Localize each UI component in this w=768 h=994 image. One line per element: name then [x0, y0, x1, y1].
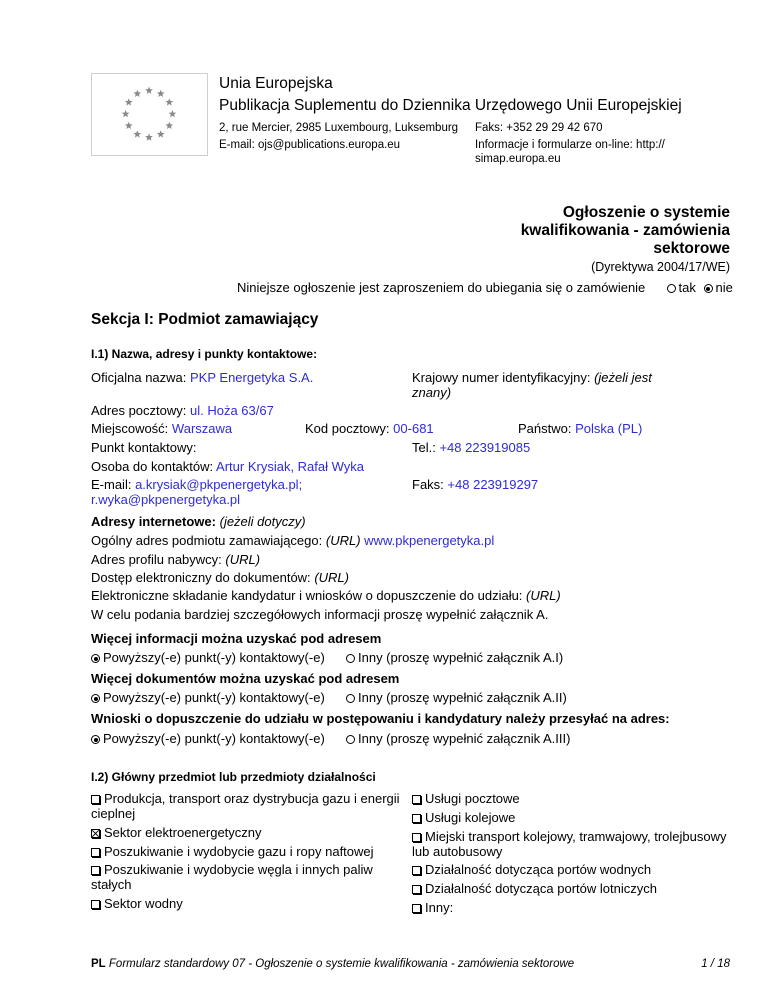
title-line2: kwalifikowania - zamówienia [520, 222, 730, 239]
contact-person-row [91, 459, 364, 474]
postcode-row [305, 421, 434, 436]
more-docs-other-label: Inny (proszę wypełnić załącznik A.II) [358, 690, 567, 705]
electronic-access-tag: (URL) [314, 570, 349, 585]
invitation-yes-radio[interactable] [667, 284, 676, 293]
more-info-heading: Więcej informacji można uzyskać pod adresem [91, 631, 382, 646]
national-id-note1: (jeżeli jest [594, 370, 652, 385]
buyer-profile-row [91, 552, 260, 567]
requests-heading: Wnioski o dopuszczenie do udziału w postępowaniu i kandydatury należy przesyłać na adres: [91, 711, 670, 726]
eu-flag-logo [91, 73, 208, 156]
internet-label: Adresy internetowe: [91, 514, 216, 529]
city-label: Miejscowość: [91, 421, 169, 436]
buyer-profile-tag: (URL) [225, 552, 261, 567]
official-name-label: Oficjalna nazwa: [91, 370, 187, 385]
country-value: Polska (PL) [575, 421, 643, 436]
footer-text: Formularz standardowy 07 - Ogłoszenie o systemie kwalifikowania - zamówienia sektorowe [108, 958, 575, 970]
invitation-yes-label: tak [678, 280, 696, 295]
tel-label: Tel.: [412, 440, 436, 455]
tel-value: +48 223919085 [439, 440, 531, 455]
activity-right-4: Działalność dotycząca portów lotniczych [412, 881, 657, 896]
more-docs-heading: Więcej dokumentów można uzyskać pod adresem [91, 671, 400, 686]
postal-row [91, 403, 274, 418]
annex-a-note: W celu podania bardziej szczegółowych informacji proszę wypełnić załącznik A. [91, 607, 549, 622]
electronic-submission-label: Elektroniczne składanie kandydatur i wniosków o dopuszczenie do udziału: [91, 588, 523, 603]
activity-checkbox[interactable] [412, 795, 421, 804]
requests-above-radio[interactable] [91, 735, 100, 744]
fax-label: Faks: [412, 477, 444, 492]
activity-checkbox[interactable] [91, 900, 100, 909]
more-docs-above-radio[interactable] [91, 694, 100, 703]
eu-stars-icon [92, 74, 207, 155]
requests-other-radio[interactable] [346, 735, 355, 744]
star-icon [165, 122, 173, 129]
more-info-above-radio[interactable] [91, 654, 100, 663]
header-info-line2: simap.europa.eu [475, 153, 561, 165]
star-icon [122, 110, 130, 117]
internet-row [91, 514, 306, 529]
more-info-other-label: Inny (proszę wypełnić załącznik A.I) [358, 650, 564, 665]
postal-label: Adres pocztowy: [91, 403, 187, 418]
activity-left-1: Sektor elektroenergetyczny [91, 825, 262, 840]
star-icon [133, 90, 141, 97]
more-info-above-label: Powyższy(-e) punkt(-y) kontaktowy(-e) [103, 650, 325, 665]
tel-row [412, 440, 530, 455]
fax-value: +48 223919297 [447, 477, 539, 492]
activity-checkbox[interactable] [412, 833, 421, 842]
activity-right-2: Miejski transport kolejowy, tramwajowy, trolejbusowy [412, 829, 727, 844]
footer-page: 1 / 18 [701, 958, 730, 970]
official-name-row [91, 370, 313, 385]
city-row [91, 421, 232, 436]
national-id-note2: znany) [412, 385, 452, 400]
activity-left-3: Poszukiwanie i wydobycie węgla i innych paliw [91, 862, 373, 877]
email-row [91, 477, 302, 492]
title-line3: sektorowe [653, 240, 730, 257]
postcode-label: Kod pocztowy: [305, 421, 390, 436]
header-info-line1: Informacje i formularze on-line: http:// [475, 139, 665, 151]
official-name-value: PKP Energetyka S.A. [190, 370, 314, 385]
more-info-other [346, 650, 563, 665]
email-value1[interactable]: a.krysiak@pkpenergetyka.pl; [135, 477, 303, 492]
activity-right-2-line2: lub autobusowy [412, 844, 503, 859]
country-row [518, 421, 642, 436]
more-info-other-radio[interactable] [346, 654, 355, 663]
contact-point-label: Punkt kontaktowy: [91, 440, 197, 455]
activity-right-1: Usługi kolejowe [412, 810, 515, 825]
general-url-label: Ogólny adres podmiotu zamawiającego: [91, 533, 323, 548]
activity-right-5: Inny: [412, 900, 453, 915]
header-publication: Publikacja Suplementu do Dziennika Urzędowego Unii Europejskiej [219, 97, 682, 114]
email-value2[interactable]: r.wyka@pkpenergetyka.pl [91, 492, 241, 507]
footer [91, 958, 574, 970]
star-icon [169, 110, 177, 117]
national-id-label-row [412, 370, 652, 385]
more-docs-above-label: Powyższy(-e) punkt(-y) kontaktowy(-e) [103, 690, 325, 705]
postcode-value: 00-681 [393, 421, 434, 436]
activity-left-0: Produkcja, transport oraz dystrybucja gazu i energii [91, 791, 400, 806]
requests-other-label: Inny (proszę wypełnić załącznik A.III) [358, 731, 571, 746]
general-url-tag: (URL) [325, 533, 361, 548]
national-id-label: Krajowy numer identyfikacyjny: [412, 370, 591, 385]
star-icon [133, 130, 141, 137]
email-label: E-mail: [91, 477, 132, 492]
star-icon [157, 90, 165, 97]
section1-heading: Sekcja I: Podmiot zamawiający [91, 311, 319, 328]
general-url-row [91, 533, 494, 548]
fax-row [412, 477, 538, 492]
postal-value: ul. Hoża 63/67 [190, 403, 274, 418]
general-url-link[interactable]: www.pkpenergetyka.pl [364, 533, 495, 548]
internet-note: (jeżeli dotyczy) [219, 514, 306, 529]
activity-checkbox[interactable] [412, 814, 421, 823]
contact-person-value: Artur Krysiak, Rafał Wyka [216, 459, 365, 474]
buyer-profile-label: Adres profilu nabywcy: [91, 552, 222, 567]
invitation-no-radio[interactable] [704, 284, 713, 293]
activity-checkbox[interactable] [412, 866, 421, 875]
footer-lang: PL [91, 958, 106, 970]
electronic-access-row [91, 570, 349, 585]
section1-sub1: I.1) Nazwa, adresy i punkty kontaktowe: [91, 347, 318, 361]
electronic-access-label: Dostęp elektroniczny do dokumentów: [91, 570, 311, 585]
activity-left-4: Sektor wodny [91, 896, 183, 911]
activity-checkbox-checked[interactable] [91, 829, 100, 838]
more-docs-other [346, 690, 567, 705]
activity-right-3: Działalność dotycząca portów wodnych [412, 862, 651, 877]
requests-other [346, 731, 570, 746]
invitation-row [237, 280, 733, 295]
section1-sub2: I.2) Główny przedmiot lub przedmioty działalności [91, 770, 376, 784]
activity-left-2: Poszukiwanie i wydobycie gazu i ropy naftowej [91, 844, 374, 859]
city-value: Warszawa [171, 421, 233, 436]
requests-options [91, 731, 325, 746]
star-icon [157, 130, 165, 137]
header-email: E-mail: ojs@publications.europa.eu [219, 139, 401, 151]
star-icon [125, 98, 133, 105]
header-org: Unia Europejska [219, 75, 333, 92]
activity-right-0: Usługi pocztowe [412, 791, 520, 806]
electronic-submission-row [91, 588, 561, 603]
activity-left-0-line2: cieplnej [91, 806, 136, 821]
more-docs-other-radio[interactable] [346, 694, 355, 703]
activity-checkbox[interactable] [91, 866, 100, 875]
activity-checkbox[interactable] [412, 904, 421, 913]
star-icon [145, 133, 153, 140]
activity-checkbox[interactable] [91, 848, 100, 857]
electronic-submission-tag: (URL) [526, 588, 561, 603]
title-line1: Ogłoszenie o systemie [562, 204, 730, 221]
requests-above-label: Powyższy(-e) punkt(-y) kontaktowy(-e) [103, 731, 325, 746]
invitation-text: Niniejsze ogłoszenie jest zaproszeniem do ubiegania się o zamówienie [237, 280, 646, 295]
header-fax: Faks: +352 29 29 42 670 [475, 122, 603, 134]
more-docs-options [91, 690, 325, 705]
star-icon [145, 86, 153, 93]
invitation-no-label: nie [715, 280, 733, 295]
star-icon [125, 122, 133, 129]
title-directive: (Dyrektywa 2004/17/WE) [591, 260, 730, 274]
more-info-options [91, 650, 325, 665]
star-icon [165, 98, 173, 105]
activity-checkbox[interactable] [91, 795, 100, 804]
header-address: 2, rue Mercier, 2985 Luxembourg, Luksemburg [219, 122, 459, 134]
country-label: Państwo: [518, 421, 572, 436]
contact-person-label: Osoba do kontaktów: [91, 459, 214, 474]
activity-checkbox[interactable] [412, 885, 421, 894]
activity-left-3-line2: stałych [91, 877, 132, 892]
